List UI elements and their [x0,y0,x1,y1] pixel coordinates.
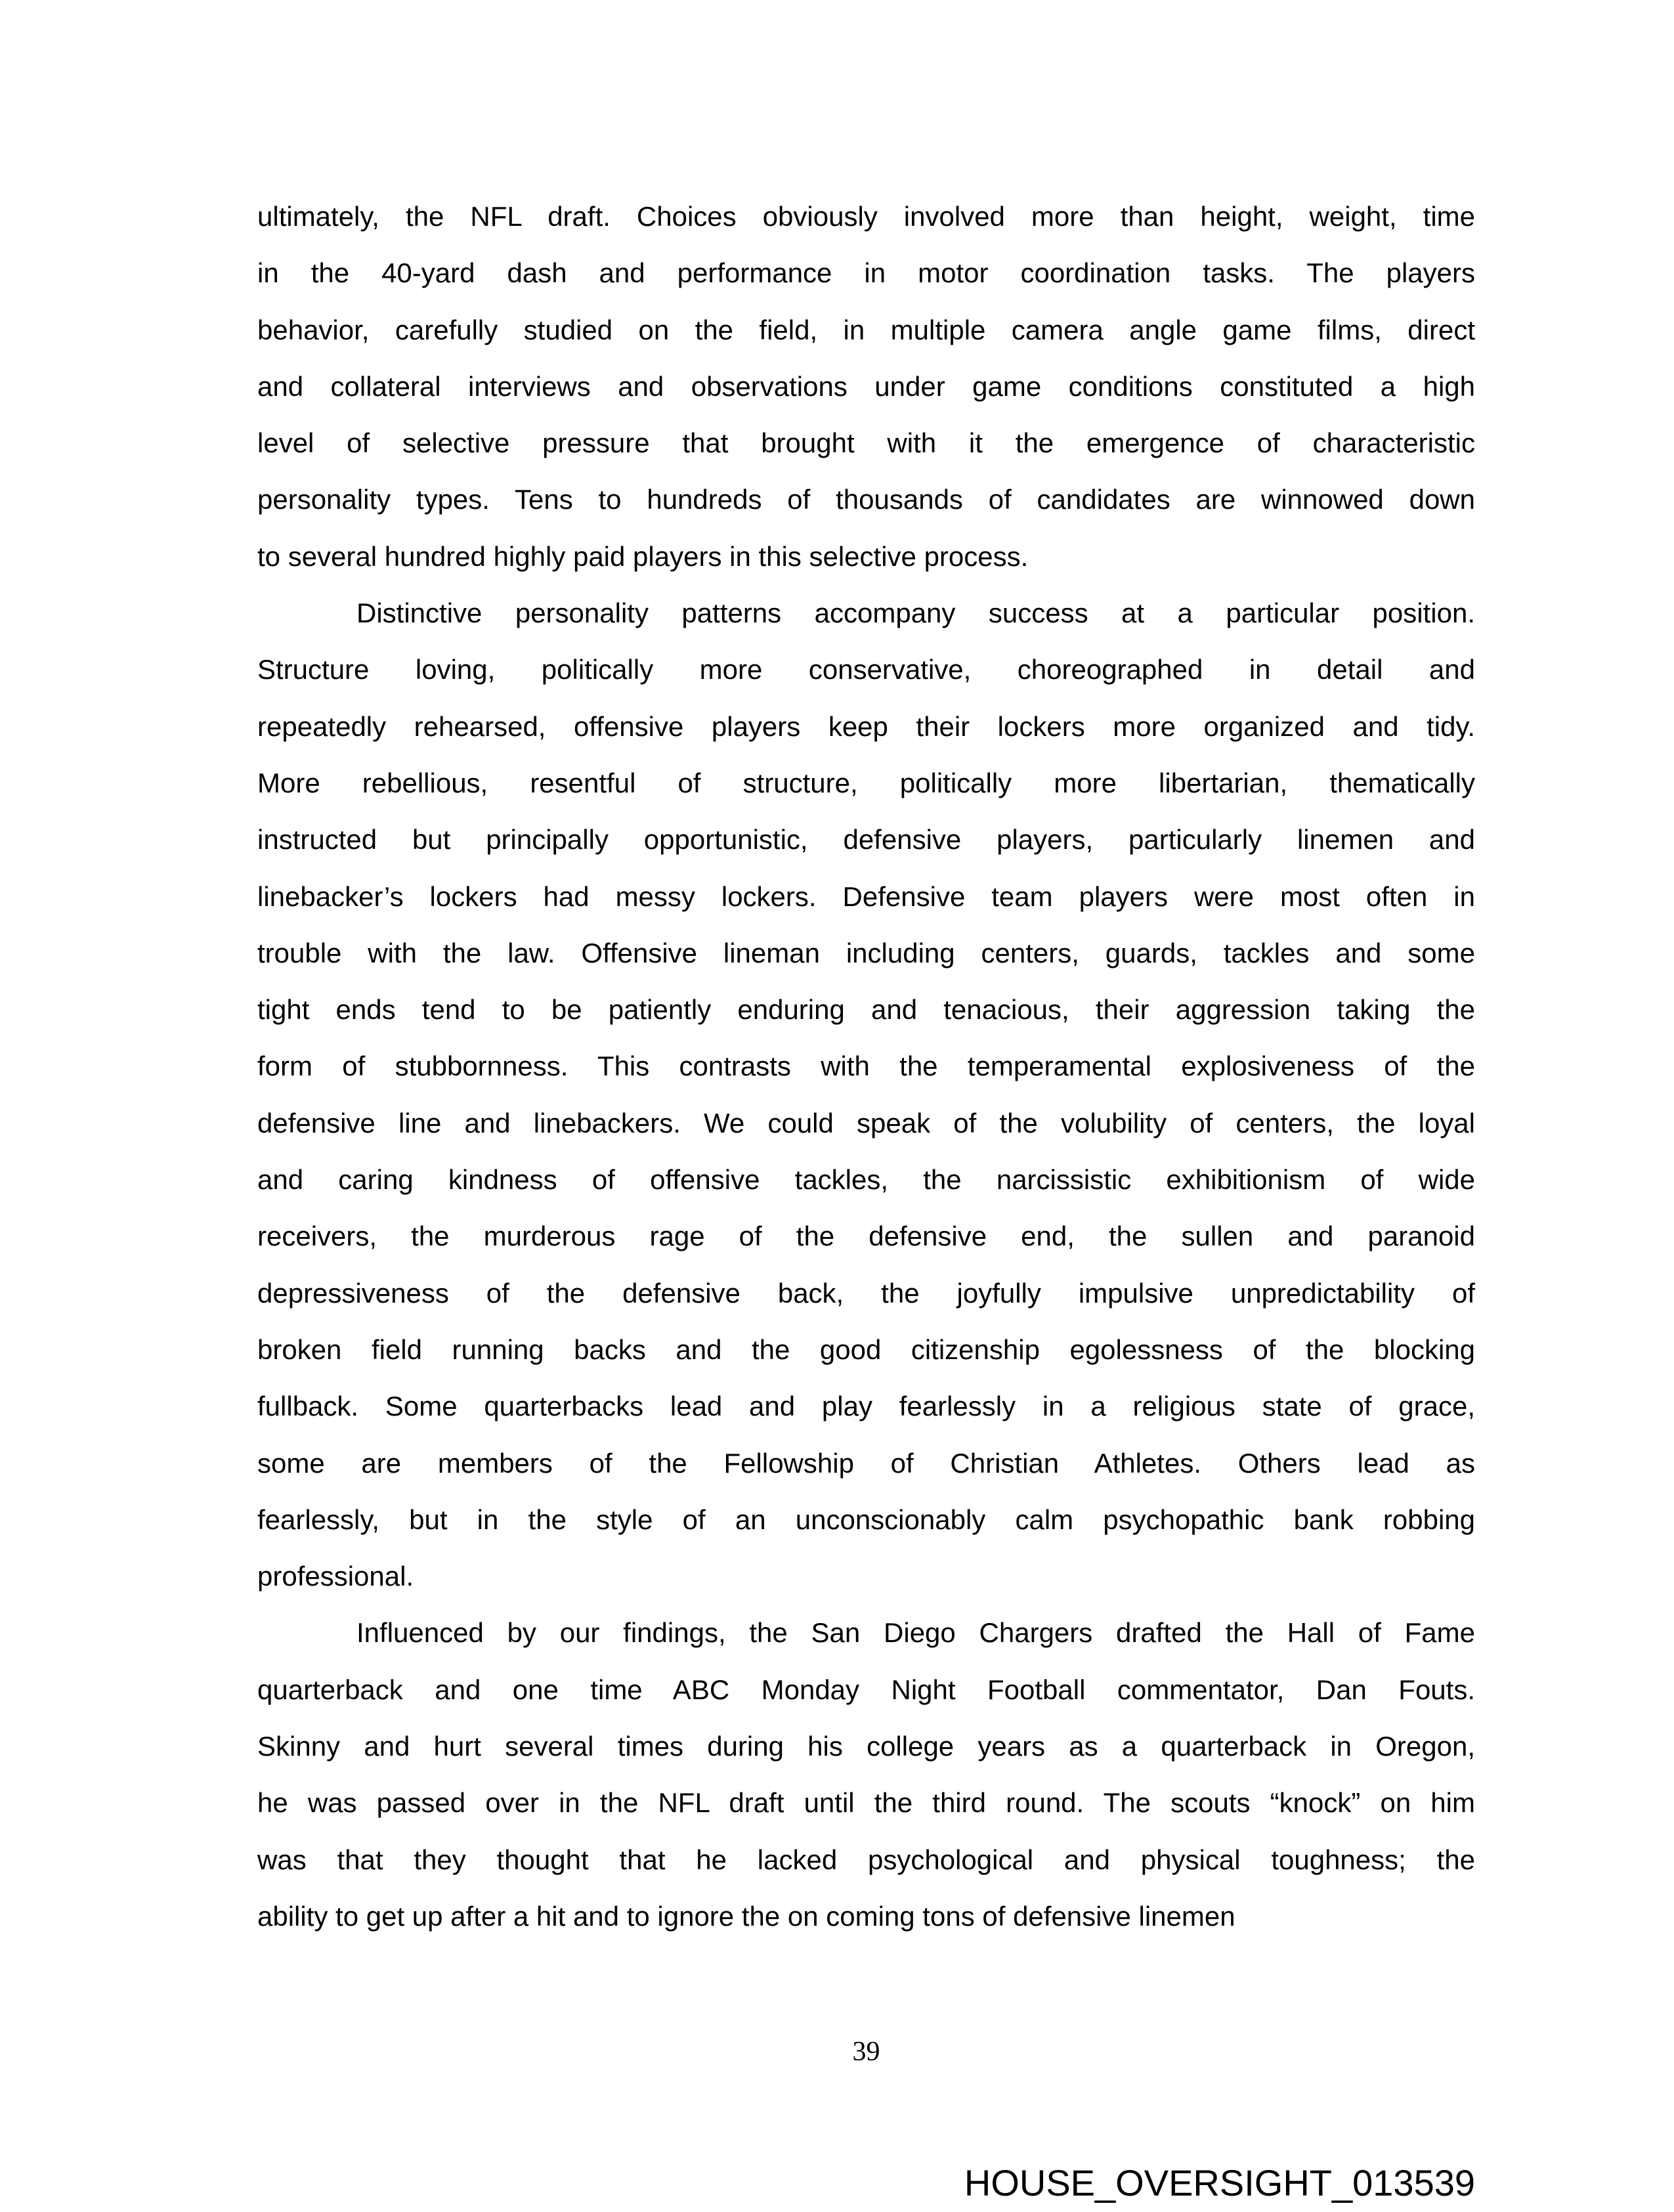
paragraph-1 [257,188,1475,585]
text-line: ability to get up after a hit and to ignore the on coming tons of defensive linemen [257,1900,1235,1932]
text-line: and caring kindness of offensive tackles, the narcissistic exhibitionism of wide [257,1164,1475,1196]
text-line: Influenced by our findings, the San Diego Chargers drafted the Hall of Fame [356,1617,1475,1649]
text-line: fullback. Some quarterbacks lead and play fearlessly in a religious state of grace, [257,1391,1475,1422]
text-line: in the 40-yard dash and performance in motor coordination tasks. The players [257,257,1475,289]
paragraph-3 [257,1605,1475,1945]
text-line: he was passed over in the NFL draft until the third round. The scouts “knock” on him [257,1787,1475,1819]
text-line: and collateral interviews and observations under game conditions constituted a high [257,370,1475,402]
page-number: 39 [852,2037,880,2067]
text-line: professional. [257,1561,414,1592]
text-line: tight ends tend to be patiently enduring and tenacious, their aggression taking the [257,994,1475,1026]
text-line: trouble with the law. Offensive lineman including centers, guards, tackles and some [257,937,1475,968]
text-line: behavior, carefully studied on the field, in multiple camera angle game films, direct [257,314,1475,345]
text-line: instructed but principally opportunistic, defensive players, particularly linemen and [257,824,1475,856]
text-line: form of stubbornness. This contrasts with the temperamental explosiveness of the [257,1051,1475,1082]
text-line: some are members of the Fellowship of Christian Athletes. Others lead as [257,1447,1475,1479]
text-line: defensive line and linebackers. We could speak of the volubility of centers, the loyal [257,1107,1475,1139]
text-line: broken field running backs and the good citizenship egolessness of the blocking [257,1334,1475,1365]
text-line: Distinctive personality patterns accompany success at a particular position. [356,597,1475,629]
text-line: ultimately, the NFL draft. Choices obviously involved more than height, weight, time [257,201,1475,232]
body-text [257,188,1475,1945]
text-line: personality types. Tens to hundreds of thousands of candidates are winnowed down [257,484,1475,515]
text-line: Skinny and hurt several times during his college years as a quarterback in Oregon, [257,1731,1475,1762]
text-line: fearlessly, but in the style of an unconscionably calm psychopathic bank robbing [257,1504,1475,1535]
bates-stamp: HOUSE_OVERSIGHT_013539 [964,2162,1475,2203]
text-line: depressiveness of the defensive back, the joyfully impulsive unpredictability of [257,1277,1475,1309]
text-line: More rebellious, resentful of structure, politically more libertarian, thematically [257,767,1475,798]
text-line: to several hundred highly paid players in this selective process. [257,540,1029,572]
text-line: receivers, the murderous rage of the defensive end, the sullen and paranoid [257,1221,1475,1252]
text-line: was that they thought that he lacked psychological and physical toughness; the [257,1844,1475,1875]
text-line: linebacker’s lockers had messy lockers. Defensive team players were most often in [257,880,1475,912]
text-line: level of selective pressure that brought with it the emergence of characteristic [257,427,1475,459]
paragraph-2 [257,585,1475,1605]
text-line: repeatedly rehearsed, offensive players keep their lockers more organized and tidy. [257,710,1475,742]
text-line: quarterback and one time ABC Monday Night Football commentator, Dan Fouts. [257,1674,1475,1705]
text-line: Structure loving, politically more conservative, choreographed in detail and [257,654,1475,685]
